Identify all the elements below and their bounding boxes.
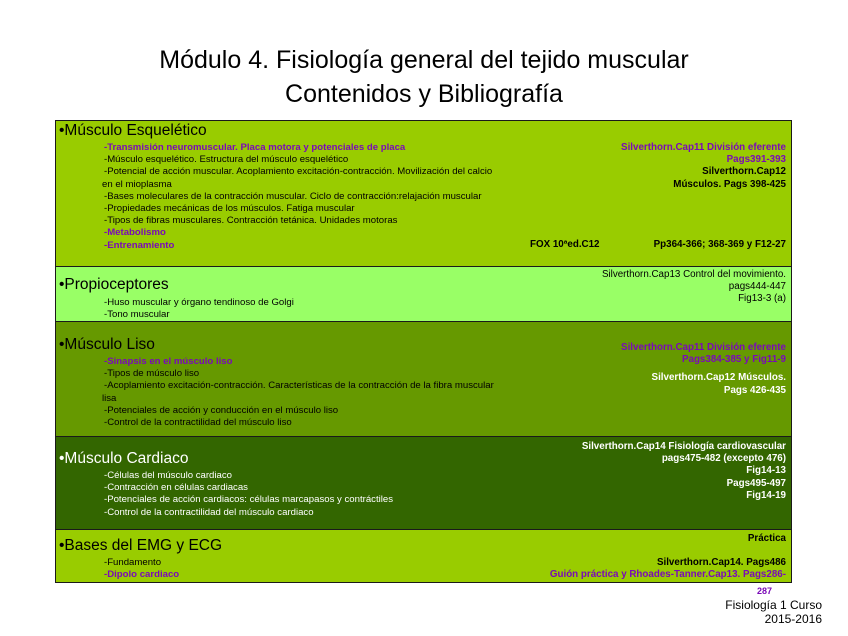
reference-line: Fig13-3 (a)	[738, 293, 786, 305]
topic-item: -Entrenamiento	[104, 239, 175, 251]
topic-item: -Tipos de músculo liso	[104, 368, 200, 380]
section-cardiaco	[55, 436, 792, 530]
topic-item: -Acoplamiento excitación-contracción. Características de la contracción de la fibra muscular	[104, 380, 494, 392]
reference-line: Músculos. Pags 398-425	[673, 178, 786, 190]
reference-block	[602, 269, 786, 306]
topic-item: -Metabolismo	[104, 227, 166, 239]
fox-reference: FOX 10ªed.C12	[530, 239, 600, 250]
topic-list	[104, 297, 294, 321]
reference-line: Pags 426-435	[723, 384, 786, 396]
reference-line: Silverthorn.Cap12 Músculos.	[651, 372, 786, 384]
footer-course: Fisiología 1 Curso	[725, 598, 822, 612]
topic-item: -Sinapsis en el músculo liso	[104, 356, 233, 367]
reference-line: pags475-482 (excepto 476)	[661, 453, 786, 465]
reference-line: Silverthorn.Cap14 Fisiología cardiovascular	[581, 441, 786, 452]
topic-item: -Músculo esquelético. Estructura del músculo esquelético	[104, 154, 349, 166]
reference-line: Silverthorn.Cap11 División eferente	[621, 342, 786, 353]
section-heading: •Músculo Cardiaco	[59, 450, 189, 467]
reference-line: Fig14-13	[746, 465, 786, 477]
topic-item: -Células del músculo cardiaco	[104, 470, 232, 481]
reference-block	[621, 342, 786, 397]
reference-line: Guión práctica y Rhoades-Tanner.Cap13. Pags286-	[549, 569, 786, 580]
section-liso	[55, 321, 792, 437]
reference-continuation: 287	[757, 586, 773, 596]
topic-list	[104, 557, 179, 581]
reference-block	[621, 142, 786, 191]
topic-list	[104, 142, 492, 252]
topic-item: -Propiedades mecánicas de los músculos. Fatiga muscular	[104, 203, 355, 215]
topic-item: lisa	[102, 392, 117, 404]
topic-list	[104, 470, 393, 519]
reference-line: Silverthorn.Cap11 División eferente	[621, 142, 786, 153]
topic-item: -Potenciales de acción cardiacos: células marcapasos y contráctiles	[104, 494, 394, 506]
fox-pages: Pp364-366; 368-369 y F12-27	[653, 239, 786, 250]
reference-line: Pags391-393	[726, 154, 786, 166]
topic-item: -Control de la contractilidad del músculo cardiaco	[104, 506, 314, 518]
section-heading: •Bases del EMG y ECG	[59, 537, 223, 554]
footer	[725, 598, 822, 626]
topic-item: -Control de la contractilidad del músculo liso	[104, 417, 292, 429]
section-heading: •Músculo Liso	[59, 336, 155, 353]
reference-block	[582, 441, 786, 502]
section-skeletal	[55, 120, 792, 267]
topic-item: -Huso muscular y órgano tendinoso de Golgi	[104, 297, 294, 308]
reference-line: Pags384-385 y Fig11-9	[681, 354, 786, 366]
topic-item: -Dipolo cardiaco	[104, 569, 180, 581]
section-emg-ecg	[55, 529, 792, 583]
topic-item: -Bases moleculares de la contracción muscular. Ciclo de contracción:relajación muscular	[104, 190, 482, 202]
reference-line: Silverthorn.Cap14. Pags486	[656, 557, 786, 568]
reference-line: pags444-447	[728, 281, 786, 293]
section-propioceptores	[55, 266, 792, 322]
footer-year: 2015-2016	[764, 612, 822, 626]
topic-item: -Tipos de fibras musculares. Contracción tetánica. Unidades motoras	[104, 215, 398, 227]
reference-line: Práctica	[747, 533, 786, 544]
topic-item: -Potenciales de acción y conducción en el músculo liso	[104, 404, 339, 416]
topic-item: -Transmisión neuromuscular. Placa motora y potenciales de placa	[104, 142, 406, 153]
reference-line: Silverthorn.Cap13 Control del movimiento.	[601, 269, 786, 280]
slide-subtitle: Contenidos y Bibliografía	[285, 80, 563, 108]
topic-list	[104, 356, 494, 429]
topic-item: -Potencial de acción muscular. Acoplamiento excitación-contracción. Movilización del calcio	[104, 166, 493, 178]
section-heading: •Propioceptores	[59, 276, 169, 293]
topic-item: -Tono muscular	[104, 309, 170, 321]
slide-title: Módulo 4. Fisiología general del tejido muscular	[159, 46, 689, 74]
topic-item: -Contracción en células cardiacas	[104, 482, 248, 494]
section-heading: •Músculo Esquelético	[59, 122, 207, 139]
topic-item: en el mioplasma	[102, 178, 172, 190]
topic-item: -Fundamento	[104, 557, 162, 568]
reference-line: Silverthorn.Cap12	[702, 166, 786, 178]
reference-line: Pags495-497	[726, 477, 786, 489]
reference-line: Fig14-19	[746, 489, 786, 501]
